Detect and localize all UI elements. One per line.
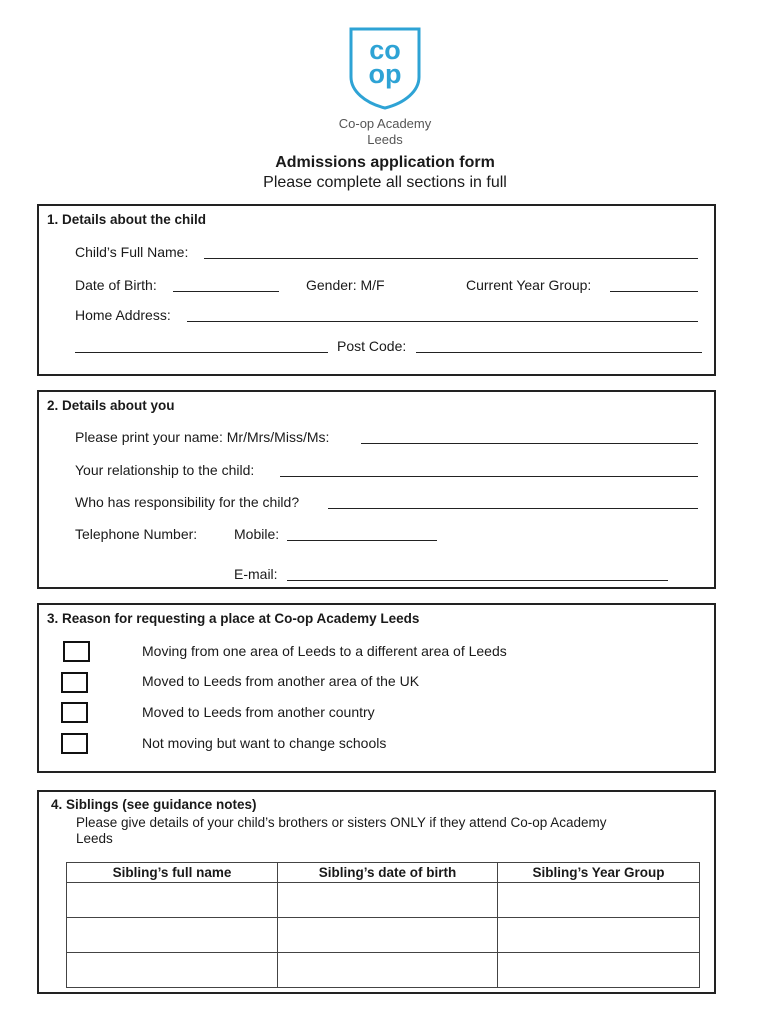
section4-heading: 4. Siblings (see guidance notes) [51, 797, 257, 812]
siblings-table-header [67, 863, 700, 883]
child-full-name-label: Child’s Full Name: [75, 244, 189, 260]
sibling-dob-cell[interactable] [278, 953, 498, 988]
reason-option-3: Moved to Leeds from another country [142, 704, 375, 720]
svg-text:op: op [368, 59, 402, 89]
column-header-year-group: Sibling’s Year Group [498, 863, 700, 883]
child-full-name-field[interactable] [204, 258, 698, 259]
relationship-label: Your relationship to the child: [75, 462, 255, 478]
table-row [67, 883, 700, 918]
co-op-logo-icon [347, 25, 423, 111]
sibling-dob-cell[interactable] [278, 918, 498, 953]
sibling-year-group-cell[interactable] [498, 918, 700, 953]
section2-heading: 2. Details about you [47, 398, 175, 413]
home-address-label: Home Address: [75, 307, 171, 323]
sibling-name-cell[interactable] [67, 883, 278, 918]
post-code-field[interactable] [416, 352, 702, 353]
sibling-year-group-cell[interactable] [498, 953, 700, 988]
reason-option-4: Not moving but want to change schools [142, 735, 387, 751]
your-name-field[interactable] [361, 443, 698, 444]
reason-checkbox-1[interactable] [63, 641, 90, 662]
email-label: E-mail: [234, 566, 278, 582]
table-row [67, 953, 700, 988]
relationship-field[interactable] [280, 476, 698, 477]
telephone-label: Telephone Number: [75, 526, 198, 542]
reason-option-1: Moving from one area of Leeds to a different area of Leeds [142, 643, 507, 659]
home-address-field[interactable] [187, 321, 698, 322]
responsibility-field[interactable] [328, 508, 698, 509]
section3-heading: 3. Reason for requesting a place at Co-op Academy Leeds [47, 611, 420, 626]
reason-checkbox-2[interactable] [61, 672, 88, 693]
form-title: Admissions application form [275, 154, 495, 171]
responsibility-label: Who has responsibility for the child? [75, 494, 300, 510]
email-field[interactable] [287, 580, 668, 581]
column-header-dob: Sibling’s date of birth [278, 863, 498, 883]
home-address-line2-field[interactable] [75, 352, 328, 353]
logo-subtitle-line2: Leeds [367, 132, 403, 147]
year-group-label: Current Year Group: [466, 277, 592, 293]
reason-checkbox-4[interactable] [61, 733, 88, 754]
post-code-label: Post Code: [337, 338, 407, 354]
gender-label: Gender: M/F [306, 277, 385, 293]
your-name-label: Please print your name: Mr/Mrs/Miss/Ms: [75, 429, 330, 445]
siblings-table [66, 862, 700, 988]
siblings-instruction-line1: Please give details of your child’s brothers or sisters ONLY if they attend Co-op Academy [76, 815, 607, 830]
sibling-name-cell[interactable] [67, 953, 278, 988]
section1-heading: 1. Details about the child [47, 212, 207, 227]
form-subtitle: Please complete all sections in full [263, 174, 507, 191]
year-group-field[interactable] [610, 291, 698, 292]
logo-subtitle-line1: Co-op Academy [338, 116, 432, 131]
reason-checkbox-3[interactable] [61, 702, 88, 723]
svg-text:co: co [369, 35, 401, 65]
dob-field[interactable] [173, 291, 279, 292]
sibling-name-cell[interactable] [67, 918, 278, 953]
reason-option-2: Moved to Leeds from another area of the UK [142, 673, 420, 689]
sibling-dob-cell[interactable] [278, 883, 498, 918]
sibling-year-group-cell[interactable] [498, 883, 700, 918]
table-row [67, 918, 700, 953]
siblings-instruction-line2: Leeds [76, 831, 113, 846]
column-header-name: Sibling’s full name [67, 863, 278, 883]
section-your-details [37, 390, 716, 589]
dob-label: Date of Birth: [75, 277, 157, 293]
mobile-field[interactable] [287, 540, 437, 541]
mobile-label: Mobile: [234, 526, 280, 542]
